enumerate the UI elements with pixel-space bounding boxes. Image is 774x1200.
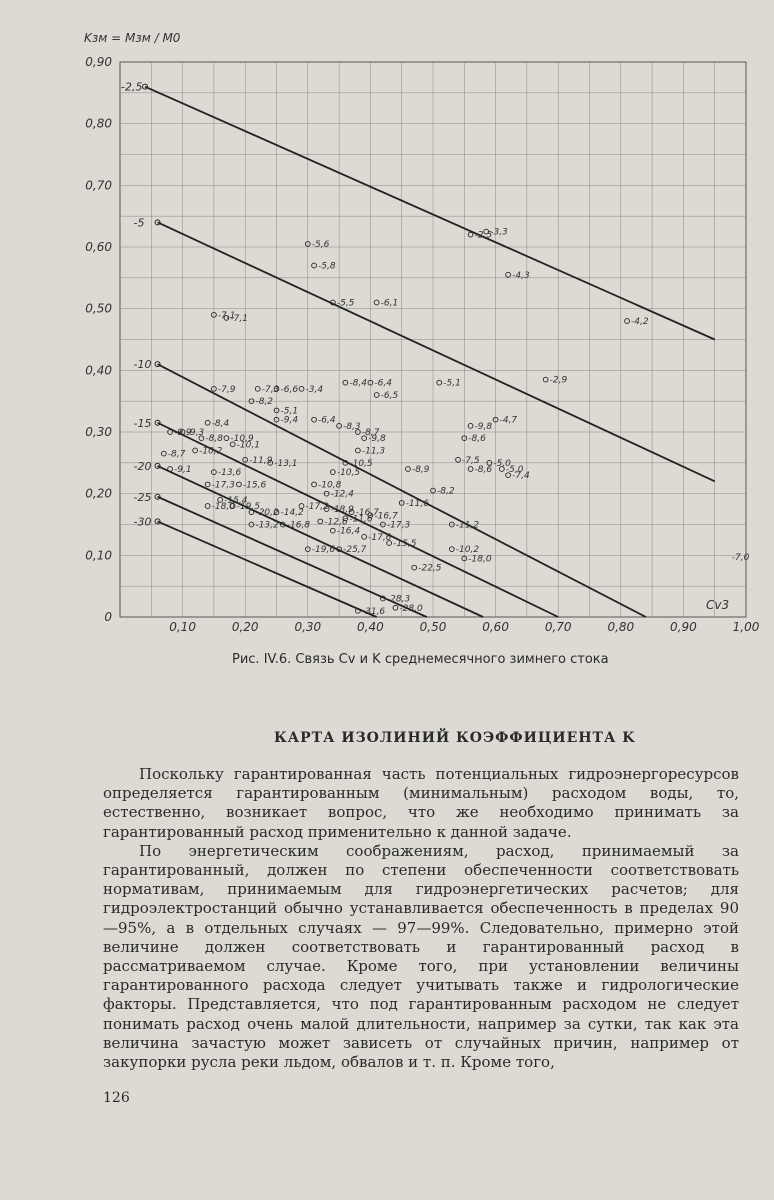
data-point-label: -28,3: [386, 594, 411, 605]
data-point: [312, 417, 317, 422]
x-tick-label: 0,20: [231, 620, 259, 634]
data-point: [205, 482, 210, 487]
data-point-label: -6,4: [318, 415, 336, 426]
data-point-label: -8,8: [205, 434, 223, 445]
data-point-label: -3,3: [490, 227, 508, 238]
y-tick-label: 0,70: [85, 178, 112, 193]
data-point-label: -18,0: [468, 554, 492, 565]
data-point: [205, 420, 210, 425]
data-point-label: -16,7: [374, 511, 398, 522]
data-point-label: -7,1: [217, 310, 236, 321]
isoline-label: -20: [133, 459, 152, 473]
data-point-label: -10,9: [230, 434, 254, 445]
extra-label: -7,0: [731, 553, 750, 563]
data-point-label: -4,7: [499, 415, 518, 426]
data-point: [468, 423, 473, 428]
data-point: [224, 436, 229, 441]
data-point-label: -8,2: [255, 397, 274, 408]
data-point: [543, 377, 548, 382]
data-point-label: -5,1: [443, 378, 461, 389]
data-point-label: -10,5: [349, 458, 373, 469]
data-point-label: -5,8: [318, 261, 336, 272]
data-point-label: -13,1: [274, 458, 298, 469]
data-point-label: -6,6: [280, 384, 299, 395]
y-tick-label: 0,20: [85, 486, 112, 501]
data-point-label: -5,0: [493, 458, 511, 469]
data-point-label: -13,6: [217, 468, 242, 479]
isoline-label: -5: [133, 216, 145, 230]
data-point-label: -15,5: [393, 539, 417, 549]
y-tick-label: 0,10: [85, 548, 112, 563]
y-tick-label: 0,80: [85, 116, 112, 131]
data-point-label: -7,3: [261, 384, 280, 395]
x-tick-label: 0,40: [357, 620, 384, 634]
data-point-label: -7,4: [512, 471, 530, 482]
isoline-label: -10: [133, 358, 152, 372]
data-point-label: -19,5: [236, 502, 260, 512]
x-tick-label: 0,80: [607, 620, 635, 634]
data-point-label: -31,6: [361, 606, 386, 617]
data-point: [374, 300, 379, 305]
data-point-label: -9,3: [186, 428, 205, 438]
data-point-label: -17,3: [386, 520, 411, 531]
x-tick-label: 0,30: [294, 620, 322, 634]
data-point: [343, 380, 348, 385]
data-point-label: -17,2: [305, 502, 329, 512]
y-tick-label: 0,90: [85, 55, 112, 69]
section-title: КАРТА ИЗОЛИНИЙ КОЭФФИЦИЕНТА K: [274, 730, 636, 746]
data-point-label: -9,8: [368, 434, 386, 445]
data-point: [412, 565, 417, 570]
data-point-label: -18,9: [330, 505, 354, 516]
data-point-label: -6,5: [380, 391, 399, 401]
paragraph-2: По энергетическим соображениям, расход, принимаемый за гарантированный, должен по степени обеспеченности соответствовать нормативам, принимаемым для гидроэнергетических расчетов; для гидроэлектростанций обычно устанавливается обеспеченность в пределах 90—95%, а в отдельных случаях — 97—99%. Следовательно, примерно этой величине должен соответствовать и гарантированный расход в рассматриваемом случае. Кроме того, при установлении величины гарантированного расхода следует учитывать также и гидрологические факторы. Представляется, что под гарантированным расходом не следует понимать расход очень малой длительности, например за сутки, так как эта величина зачастую может зависеть от случайных причин, например от закупорки русла реки льдом, обвалов и т. п. Кроме того,: [103, 841, 739, 1072]
data-point-label: -8,6: [468, 434, 486, 445]
data-point: [312, 263, 317, 268]
y-axis-label: Kзм = Mзм / M0: [84, 31, 181, 45]
data-point: [299, 386, 304, 391]
data-point-label: -10,1: [236, 440, 260, 451]
data-point-label: -6,4: [374, 378, 392, 389]
isoline: [145, 87, 715, 340]
data-point-label: -8,9: [411, 465, 430, 475]
body-text: [103, 765, 739, 1072]
data-point: [362, 534, 367, 539]
data-point-label: -16,4: [336, 526, 361, 537]
x-tick-label: 1,00: [732, 620, 760, 634]
data-point-label: -17,3: [211, 480, 235, 491]
data-point: [237, 482, 242, 487]
data-point-label: -5,0: [505, 465, 524, 475]
page-number: 126: [103, 1090, 130, 1106]
data-point: [193, 448, 198, 453]
data-point: [312, 482, 317, 487]
data-point-label: -20,2: [255, 508, 279, 519]
data-point-label: -10,2: [199, 446, 223, 457]
data-point-label: -28,0: [399, 603, 423, 614]
data-point-label: -5,1: [280, 406, 299, 417]
data-point-label: -8,4: [349, 378, 367, 389]
data-point-label: -11,6: [349, 514, 373, 525]
data-point: [406, 467, 411, 472]
data-point-label: -17,6: [368, 532, 392, 543]
data-point-label: -16,7: [355, 508, 379, 519]
data-point-label: -9,8: [474, 421, 493, 432]
data-point-label: -5,6: [311, 239, 330, 250]
data-point-label: -11,6: [405, 498, 429, 509]
data-point: [449, 547, 454, 552]
data-point-label: -8,3: [343, 421, 361, 432]
paragraph-1: Поскольку гарантированная часть потенциальных гидроэнергоресурсов определяется гарантированным (минимальным) расходом воды, то, естественно, возникает вопрос, что же необходимо принимать за гарантированный расход применительно к данной задаче.: [103, 765, 739, 841]
data-point-label: -8,7: [361, 428, 380, 438]
data-point-label: -15,6: [242, 480, 267, 491]
data-point: [393, 605, 398, 610]
data-point-label: -8,6: [474, 465, 493, 475]
data-point: [456, 457, 461, 462]
data-point-label: -13,2: [255, 520, 279, 531]
data-point-label: -19,6: [311, 545, 336, 556]
data-point-label: -22,5: [418, 563, 442, 574]
data-point-label: -9,4: [280, 415, 299, 426]
data-point-label: -25,7: [343, 545, 367, 556]
data-point-label: -10,2: [455, 545, 480, 556]
data-point-label: -2,5: [474, 230, 493, 241]
data-point-label: -7,5: [462, 455, 480, 466]
data-point-label: -15,4: [224, 495, 248, 506]
data-point-label: -10,5: [336, 468, 361, 479]
y-tick-label: 0,30: [85, 425, 112, 439]
x-tick-label: 0,60: [482, 620, 509, 634]
data-point-label: -8,2: [437, 486, 455, 497]
data-point-label: -18,0: [211, 502, 235, 512]
data-point-label: -14,2: [280, 508, 304, 519]
data-point-label: -3,4: [305, 384, 324, 395]
data-point: [355, 448, 360, 453]
data-point-label: -7,9: [217, 384, 236, 395]
x-tick-label: 0,90: [670, 620, 697, 634]
data-point: [437, 380, 442, 385]
x-axis-label: Cv3: [706, 598, 730, 612]
y-tick-label: 0,40: [85, 363, 112, 378]
data-point: [205, 504, 210, 509]
data-point: [506, 272, 511, 277]
data-point: [255, 386, 260, 391]
figure-caption: Рис. IV.6. Связь Cv и K среднемесячного зимнего стока: [232, 652, 609, 667]
data-point-label: -4,2: [631, 317, 649, 327]
data-point: [330, 528, 335, 533]
data-point-label: -4,3: [512, 270, 530, 281]
x-tick-label: 0,10: [169, 620, 196, 634]
data-point-label: -8,7: [167, 449, 186, 460]
data-point: [468, 467, 473, 472]
y-tick-label: 0,50: [85, 301, 112, 316]
data-point: [318, 519, 323, 524]
data-point-label: -6,1: [380, 298, 399, 309]
isoline-label: -15: [133, 416, 152, 430]
data-point-label: -9,1: [174, 465, 192, 475]
data-point-label: -2,9: [549, 375, 568, 386]
data-point-label: -9,9: [174, 428, 192, 438]
data-point-label: -11,3: [361, 446, 386, 457]
data-point: [468, 232, 473, 237]
data-point-label: -12,4: [330, 489, 354, 500]
y-tick-label: 0,60: [85, 240, 112, 254]
x-tick-label: 0,50: [419, 620, 447, 634]
data-point-label: -10,8: [318, 480, 342, 491]
isoline-label: -30: [133, 515, 152, 529]
data-point-label: -11,9: [249, 455, 273, 466]
data-point: [625, 319, 630, 324]
data-point-label: -5,5: [336, 298, 355, 309]
isoline-label: -25: [133, 490, 152, 504]
data-point: [168, 467, 173, 472]
isoline-label: -2,5: [121, 80, 143, 94]
data-point-label: -16,8: [286, 520, 311, 531]
y-tick-label: 0: [104, 610, 112, 624]
x-tick-label: 0,70: [544, 620, 572, 634]
data-point-label: -12,6: [324, 517, 348, 528]
data-point-label: -8,4: [211, 418, 230, 429]
data-point: [330, 470, 335, 475]
data-point: [161, 451, 166, 456]
data-point: [374, 393, 379, 398]
data-point-label: -7,1: [230, 313, 248, 324]
data-point-label: -11,2: [455, 520, 480, 531]
